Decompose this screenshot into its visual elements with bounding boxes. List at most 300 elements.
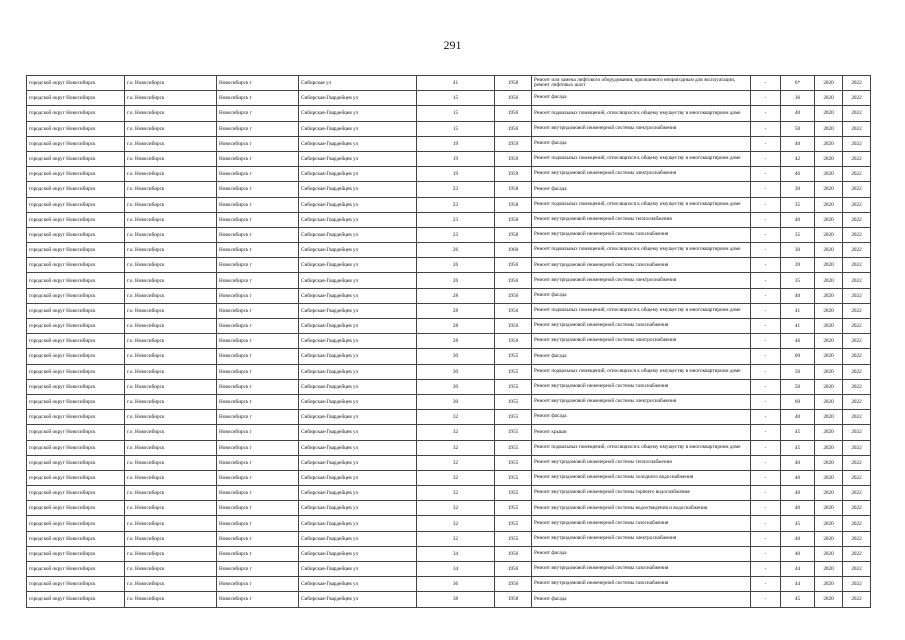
quantity-cell: 40: [781, 470, 815, 485]
quantity-cell: 39: [781, 258, 815, 273]
municipal-district-cell: городской округ Новосибирск: [27, 486, 125, 501]
quantity-cell: 36: [781, 91, 815, 106]
unit-cell: -: [751, 592, 781, 607]
end-year-cell: 2022: [843, 562, 871, 577]
quantity-cell: 60: [781, 349, 815, 364]
municipal-district-cell: городской округ Новосибирск: [27, 273, 125, 288]
municipal-district-cell: городской округ Новосибирск: [27, 243, 125, 258]
city-district-cell: г.о. Новосибирск: [125, 470, 217, 485]
end-year-cell: 2022: [843, 410, 871, 425]
unit-cell: -: [751, 76, 781, 91]
settlement-cell: Новосибирск г: [217, 91, 299, 106]
city-district-cell: г.о. Новосибирск: [125, 243, 217, 258]
quantity-cell: 44: [781, 577, 815, 592]
street-cell: Сибирская-Гвардейцев ул: [299, 227, 417, 242]
table-row: [27, 167, 871, 182]
start-year-cell: 2020: [815, 546, 843, 561]
street-cell: Сибирская-Гвардейцев ул: [299, 410, 417, 425]
municipal-district-cell: городской округ Новосибирск: [27, 440, 125, 455]
start-year-cell: 2020: [815, 182, 843, 197]
street-cell: Сибирская-Гвардейцев ул: [299, 258, 417, 273]
settlement-cell: Новосибирск г: [217, 319, 299, 334]
settlement-cell: Новосибирск г: [217, 288, 299, 303]
quantity-cell: 6*: [781, 76, 815, 91]
house-number-cell: 30: [417, 394, 495, 409]
city-district-cell: г.о. Новосибирск: [125, 273, 217, 288]
build-year-cell: 1956: [495, 258, 532, 273]
unit-cell: -: [751, 151, 781, 166]
municipal-district-cell: городской округ Новосибирск: [27, 91, 125, 106]
table-row: [27, 76, 871, 91]
house-number-cell: 28: [417, 288, 495, 303]
municipal-district-cell: городской округ Новосибирск: [27, 151, 125, 166]
quantity-cell: 40: [781, 106, 815, 121]
unit-cell: -: [751, 501, 781, 516]
work-type-cell: Ремонт внутридомовой инженерной системы холодного водоснабжения: [532, 470, 751, 485]
street-cell: Сибирская-Гвардейцев ул: [299, 136, 417, 151]
build-year-cell: 1955: [495, 410, 532, 425]
settlement-cell: Новосибирск г: [217, 440, 299, 455]
start-year-cell: 2020: [815, 486, 843, 501]
build-year-cell: 1956: [495, 121, 532, 136]
end-year-cell: 2022: [843, 592, 871, 607]
work-type-cell: Ремонт внутридомовой инженерной системы электроснабжения: [532, 273, 751, 288]
settlement-cell: Новосибирск г: [217, 486, 299, 501]
house-number-cell: 32: [417, 410, 495, 425]
table-row: [27, 562, 871, 577]
table-row: [27, 288, 871, 303]
end-year-cell: 2022: [843, 106, 871, 121]
house-number-cell: 23: [417, 227, 495, 242]
start-year-cell: 2020: [815, 425, 843, 440]
table-row: [27, 334, 871, 349]
municipal-district-cell: городской округ Новосибирск: [27, 197, 125, 212]
end-year-cell: 2022: [843, 501, 871, 516]
start-year-cell: 2020: [815, 227, 843, 242]
build-year-cell: 1955: [495, 364, 532, 379]
city-district-cell: г.о. Новосибирск: [125, 136, 217, 151]
municipal-district-cell: городской округ Новосибирск: [27, 410, 125, 425]
street-cell: Сибирская-Гвардейцев ул: [299, 364, 417, 379]
start-year-cell: 2020: [815, 379, 843, 394]
settlement-cell: Новосибирск г: [217, 167, 299, 182]
build-year-cell: 1958: [495, 212, 532, 227]
city-district-cell: г.о. Новосибирск: [125, 182, 217, 197]
municipal-district-cell: городской округ Новосибирск: [27, 546, 125, 561]
unit-cell: -: [751, 136, 781, 151]
quantity-cell: 30: [781, 182, 815, 197]
municipal-district-cell: городской округ Новосибирск: [27, 364, 125, 379]
quantity-cell: 40: [781, 546, 815, 561]
unit-cell: -: [751, 197, 781, 212]
settlement-cell: Новосибирск г: [217, 136, 299, 151]
work-type-cell: Ремонт подвальных помещений, относящихся к общему имуществу в многоквартирном доме: [532, 151, 751, 166]
start-year-cell: 2020: [815, 455, 843, 470]
build-year-cell: 1955: [495, 425, 532, 440]
quantity-cell: 46: [781, 334, 815, 349]
table-body: [27, 76, 871, 608]
settlement-cell: Новосибирск г: [217, 151, 299, 166]
table-row: [27, 440, 871, 455]
unit-cell: -: [751, 562, 781, 577]
end-year-cell: 2022: [843, 182, 871, 197]
house-number-cell: 32: [417, 440, 495, 455]
street-cell: Сибирская-Гвардейцев ул: [299, 212, 417, 227]
quantity-cell: 30: [781, 243, 815, 258]
street-cell: Сибирская-Гвардейцев ул: [299, 592, 417, 607]
table-row: [27, 151, 871, 166]
quantity-cell: 40: [781, 501, 815, 516]
municipal-district-cell: городской округ Новосибирск: [27, 136, 125, 151]
house-number-cell: 19: [417, 136, 495, 151]
table-row: [27, 410, 871, 425]
street-cell: Сибирская-Гвардейцев ул: [299, 440, 417, 455]
start-year-cell: 2020: [815, 136, 843, 151]
city-district-cell: г.о. Новосибирск: [125, 319, 217, 334]
work-type-cell: Ремонт внутридомовой инженерной системы электроснабжения: [532, 394, 751, 409]
start-year-cell: 2020: [815, 212, 843, 227]
start-year-cell: 2020: [815, 91, 843, 106]
settlement-cell: Новосибирск г: [217, 349, 299, 364]
start-year-cell: 2020: [815, 501, 843, 516]
house-number-cell: 23: [417, 182, 495, 197]
municipal-district-cell: городской округ Новосибирск: [27, 562, 125, 577]
work-type-cell: Ремонт фасада: [532, 546, 751, 561]
start-year-cell: 2020: [815, 394, 843, 409]
start-year-cell: 2020: [815, 106, 843, 121]
street-cell: Сибирская-Гвардейцев ул: [299, 577, 417, 592]
street-cell: Сибирская-Гвардейцев ул: [299, 273, 417, 288]
quantity-cell: 42: [781, 151, 815, 166]
municipal-district-cell: городской округ Новосибирск: [27, 212, 125, 227]
work-type-cell: Ремонт внутридомовой инженерной системы электроснабжения: [532, 334, 751, 349]
unit-cell: -: [751, 394, 781, 409]
city-district-cell: г.о. Новосибирск: [125, 76, 217, 91]
street-cell: Сибирская-Гвардейцев ул: [299, 516, 417, 531]
end-year-cell: 2022: [843, 91, 871, 106]
work-type-cell: Ремонт подвальных помещений, относящихся к общему имуществу в многоквартирном доме: [532, 440, 751, 455]
unit-cell: -: [751, 379, 781, 394]
city-district-cell: г.о. Новосибирск: [125, 167, 217, 182]
end-year-cell: 2022: [843, 227, 871, 242]
build-year-cell: 1955: [495, 486, 532, 501]
street-cell: Сибирская-Гвардейцев ул: [299, 486, 417, 501]
work-type-cell: Ремонт фасада: [532, 182, 751, 197]
street-cell: Сибирская-Гвардейцев ул: [299, 455, 417, 470]
house-number-cell: 32: [417, 470, 495, 485]
work-type-cell: Ремонт внутридомовой инженерной системы газоснабжения: [532, 562, 751, 577]
city-district-cell: г.о. Новосибирск: [125, 516, 217, 531]
end-year-cell: 2022: [843, 546, 871, 561]
unit-cell: -: [751, 410, 781, 425]
build-year-cell: 1958: [495, 227, 532, 242]
street-cell: Сибирская-Гвардейцев ул: [299, 546, 417, 561]
street-cell: Сибирская-Гвардейцев ул: [299, 470, 417, 485]
build-year-cell: 1956: [495, 319, 532, 334]
end-year-cell: 2022: [843, 440, 871, 455]
start-year-cell: 2020: [815, 167, 843, 182]
unit-cell: -: [751, 288, 781, 303]
quantity-cell: 40: [781, 288, 815, 303]
table-row: [27, 136, 871, 151]
table-row: [27, 531, 871, 546]
settlement-cell: Новосибирск г: [217, 562, 299, 577]
unit-cell: -: [751, 273, 781, 288]
unit-cell: -: [751, 531, 781, 546]
start-year-cell: 2020: [815, 592, 843, 607]
municipal-district-cell: городской округ Новосибирск: [27, 227, 125, 242]
table-row: [27, 577, 871, 592]
build-year-cell: 1959: [495, 167, 532, 182]
unit-cell: -: [751, 91, 781, 106]
city-district-cell: г.о. Новосибирск: [125, 501, 217, 516]
house-number-cell: 28: [417, 319, 495, 334]
city-district-cell: г.о. Новосибирск: [125, 349, 217, 364]
house-number-cell: 26: [417, 258, 495, 273]
city-district-cell: г.о. Новосибирск: [125, 303, 217, 318]
settlement-cell: Новосибирск г: [217, 364, 299, 379]
quantity-cell: 40: [781, 531, 815, 546]
street-cell: Сибирская-Гвардейцев ул: [299, 425, 417, 440]
unit-cell: -: [751, 440, 781, 455]
settlement-cell: Новосибирск г: [217, 455, 299, 470]
table-row: [27, 349, 871, 364]
table-row: [27, 425, 871, 440]
quantity-cell: 45: [781, 440, 815, 455]
table-row: [27, 106, 871, 121]
house-number-cell: 32: [417, 531, 495, 546]
table-row: [27, 592, 871, 607]
house-number-cell: 30: [417, 379, 495, 394]
build-year-cell: 1959: [495, 136, 532, 151]
work-type-cell: Ремонт внутридомовой инженерной системы электроснабжения: [532, 167, 751, 182]
house-number-cell: 26: [417, 243, 495, 258]
house-number-cell: 32: [417, 486, 495, 501]
settlement-cell: Новосибирск г: [217, 76, 299, 91]
municipal-district-cell: городской округ Новосибирск: [27, 76, 125, 91]
start-year-cell: 2020: [815, 349, 843, 364]
street-cell: Сибирская-Гвардейцев ул: [299, 288, 417, 303]
build-year-cell: 1955: [495, 531, 532, 546]
municipal-district-cell: городской округ Новосибирск: [27, 334, 125, 349]
build-year-cell: 1955: [495, 516, 532, 531]
table-row: [27, 364, 871, 379]
quantity-cell: 45: [781, 516, 815, 531]
unit-cell: -: [751, 121, 781, 136]
build-year-cell: 1960: [495, 243, 532, 258]
work-type-cell: Ремонт внутридомовой инженерной системы газоснабжения: [532, 227, 751, 242]
work-type-cell: Ремонт внутридомовой инженерной системы электроснабжения: [532, 531, 751, 546]
end-year-cell: 2022: [843, 455, 871, 470]
start-year-cell: 2020: [815, 197, 843, 212]
start-year-cell: 2020: [815, 76, 843, 91]
municipal-district-cell: городской округ Новосибирск: [27, 394, 125, 409]
quantity-cell: 45: [781, 592, 815, 607]
city-district-cell: г.о. Новосибирск: [125, 227, 217, 242]
street-cell: Сибирская-Гвардейцев ул: [299, 501, 417, 516]
settlement-cell: Новосибирск г: [217, 410, 299, 425]
unit-cell: -: [751, 577, 781, 592]
city-district-cell: г.о. Новосибирск: [125, 546, 217, 561]
page-number: 291: [443, 38, 462, 52]
municipal-district-cell: городской округ Новосибирск: [27, 592, 125, 607]
city-district-cell: г.о. Новосибирск: [125, 258, 217, 273]
municipal-district-cell: городской округ Новосибирск: [27, 349, 125, 364]
end-year-cell: 2022: [843, 486, 871, 501]
build-year-cell: 1958: [495, 592, 532, 607]
quantity-cell: 35: [781, 273, 815, 288]
table-row: [27, 273, 871, 288]
start-year-cell: 2020: [815, 273, 843, 288]
build-year-cell: 1958: [495, 182, 532, 197]
city-district-cell: г.о. Новосибирск: [125, 410, 217, 425]
table-row: [27, 394, 871, 409]
unit-cell: -: [751, 470, 781, 485]
work-type-cell: Ремонт фасада: [532, 349, 751, 364]
end-year-cell: 2022: [843, 288, 871, 303]
end-year-cell: 2022: [843, 212, 871, 227]
municipal-district-cell: городской округ Новосибирск: [27, 303, 125, 318]
city-district-cell: г.о. Новосибирск: [125, 212, 217, 227]
house-number-cell: 32: [417, 455, 495, 470]
street-cell: Сибирская-Гвардейцев ул: [299, 379, 417, 394]
quantity-cell: 40: [781, 136, 815, 151]
start-year-cell: 2020: [815, 562, 843, 577]
work-type-cell: Ремонт фасада: [532, 288, 751, 303]
unit-cell: -: [751, 258, 781, 273]
city-district-cell: г.о. Новосибирск: [125, 288, 217, 303]
build-year-cell: 1955: [495, 501, 532, 516]
build-year-cell: 1955: [495, 440, 532, 455]
end-year-cell: 2022: [843, 303, 871, 318]
start-year-cell: 2020: [815, 516, 843, 531]
unit-cell: -: [751, 227, 781, 242]
street-cell: Сибирская-Гвардейцев ул: [299, 182, 417, 197]
settlement-cell: Новосибирск г: [217, 531, 299, 546]
work-type-cell: Ремонт фасада: [532, 136, 751, 151]
house-number-cell: 38: [417, 592, 495, 607]
build-year-cell: 1956: [495, 288, 532, 303]
start-year-cell: 2020: [815, 243, 843, 258]
city-district-cell: г.о. Новосибирск: [125, 91, 217, 106]
settlement-cell: Новосибирск г: [217, 501, 299, 516]
start-year-cell: 2020: [815, 577, 843, 592]
house-number-cell: 32: [417, 425, 495, 440]
settlement-cell: Новосибирск г: [217, 106, 299, 121]
end-year-cell: 2022: [843, 364, 871, 379]
settlement-cell: Новосибирск г: [217, 121, 299, 136]
quantity-cell: 46: [781, 167, 815, 182]
work-type-cell: Ремонт внутридомовой инженерной системы газоснабжения: [532, 577, 751, 592]
municipal-district-cell: городской округ Новосибирск: [27, 577, 125, 592]
quantity-cell: 50: [781, 121, 815, 136]
street-cell: Сибирская-Гвардейцев ул: [299, 319, 417, 334]
street-cell: Сибирская-Гвардейцев ул: [299, 91, 417, 106]
table-row: [27, 303, 871, 318]
municipal-district-cell: городской округ Новосибирск: [27, 182, 125, 197]
end-year-cell: 2022: [843, 258, 871, 273]
work-type-cell: Ремонт подвальных помещений, относящихся к общему имуществу в многоквартирном доме: [532, 243, 751, 258]
table-row: [27, 121, 871, 136]
unit-cell: -: [751, 167, 781, 182]
quantity-cell: 45: [781, 425, 815, 440]
city-district-cell: г.о. Новосибирск: [125, 425, 217, 440]
house-number-cell: 30: [417, 349, 495, 364]
city-district-cell: г.о. Новосибирск: [125, 121, 217, 136]
start-year-cell: 2020: [815, 151, 843, 166]
street-cell: Сибирская-Гвардейцев ул: [299, 121, 417, 136]
table-row: [27, 546, 871, 561]
build-year-cell: 1955: [495, 379, 532, 394]
build-year-cell: 1956: [495, 91, 532, 106]
house-number-cell: 15: [417, 91, 495, 106]
city-district-cell: г.о. Новосибирск: [125, 379, 217, 394]
build-year-cell: 1956: [495, 577, 532, 592]
unit-cell: -: [751, 516, 781, 531]
municipal-district-cell: городской округ Новосибирск: [27, 455, 125, 470]
table-row: [27, 379, 871, 394]
settlement-cell: Новосибирск г: [217, 470, 299, 485]
municipal-district-cell: городской округ Новосибирск: [27, 258, 125, 273]
city-district-cell: г.о. Новосибирск: [125, 562, 217, 577]
street-cell: Сибирская-Гвардейцев ул: [299, 243, 417, 258]
end-year-cell: 2022: [843, 121, 871, 136]
table-row: [27, 486, 871, 501]
end-year-cell: 2022: [843, 197, 871, 212]
table-row: [27, 227, 871, 242]
house-number-cell: 34: [417, 562, 495, 577]
municipal-district-cell: городской округ Новосибирск: [27, 379, 125, 394]
house-number-cell: 28: [417, 334, 495, 349]
quantity-cell: 41: [781, 319, 815, 334]
work-type-cell: Ремонт фасада: [532, 91, 751, 106]
build-year-cell: 1958: [495, 76, 532, 91]
settlement-cell: Новосибирск г: [217, 577, 299, 592]
house-number-cell: 32: [417, 501, 495, 516]
house-number-cell: 26: [417, 273, 495, 288]
settlement-cell: Новосибирск г: [217, 592, 299, 607]
settlement-cell: Новосибирск г: [217, 425, 299, 440]
build-year-cell: 1956: [495, 546, 532, 561]
work-type-cell: Ремонт подвальных помещений, относящихся к общему имуществу в многоквартирном доме: [532, 303, 751, 318]
unit-cell: -: [751, 425, 781, 440]
table-row: [27, 182, 871, 197]
municipal-district-cell: городской округ Новосибирск: [27, 501, 125, 516]
build-year-cell: 1956: [495, 562, 532, 577]
city-district-cell: г.о. Новосибирск: [125, 455, 217, 470]
city-district-cell: г.о. Новосибирск: [125, 197, 217, 212]
work-type-cell: Ремонт внутридомовой инженерной системы газоснабжения: [532, 258, 751, 273]
table-row: [27, 243, 871, 258]
house-number-cell: 23: [417, 212, 495, 227]
work-type-cell: Ремонт внутридомовой инженерной системы газоснабжения: [532, 516, 751, 531]
work-type-cell: Ремонт фасада: [532, 410, 751, 425]
quantity-cell: 40: [781, 410, 815, 425]
start-year-cell: 2020: [815, 531, 843, 546]
table-row: [27, 197, 871, 212]
build-year-cell: 1955: [495, 470, 532, 485]
work-type-cell: Ремонт подвальных помещений, относящихся к общему имуществу в многоквартирном доме: [532, 197, 751, 212]
table-row: [27, 319, 871, 334]
settlement-cell: Новосибирск г: [217, 243, 299, 258]
quantity-cell: 35: [781, 197, 815, 212]
street-cell: Сибирская-Гвардейцев ул: [299, 151, 417, 166]
work-type-cell: Ремонт фасада: [532, 592, 751, 607]
build-year-cell: 1956: [495, 303, 532, 318]
unit-cell: -: [751, 486, 781, 501]
settlement-cell: Новосибирск г: [217, 258, 299, 273]
work-type-cell: Ремонт подвальных помещений, относящихся к общему имуществу в многоквартирном доме: [532, 106, 751, 121]
